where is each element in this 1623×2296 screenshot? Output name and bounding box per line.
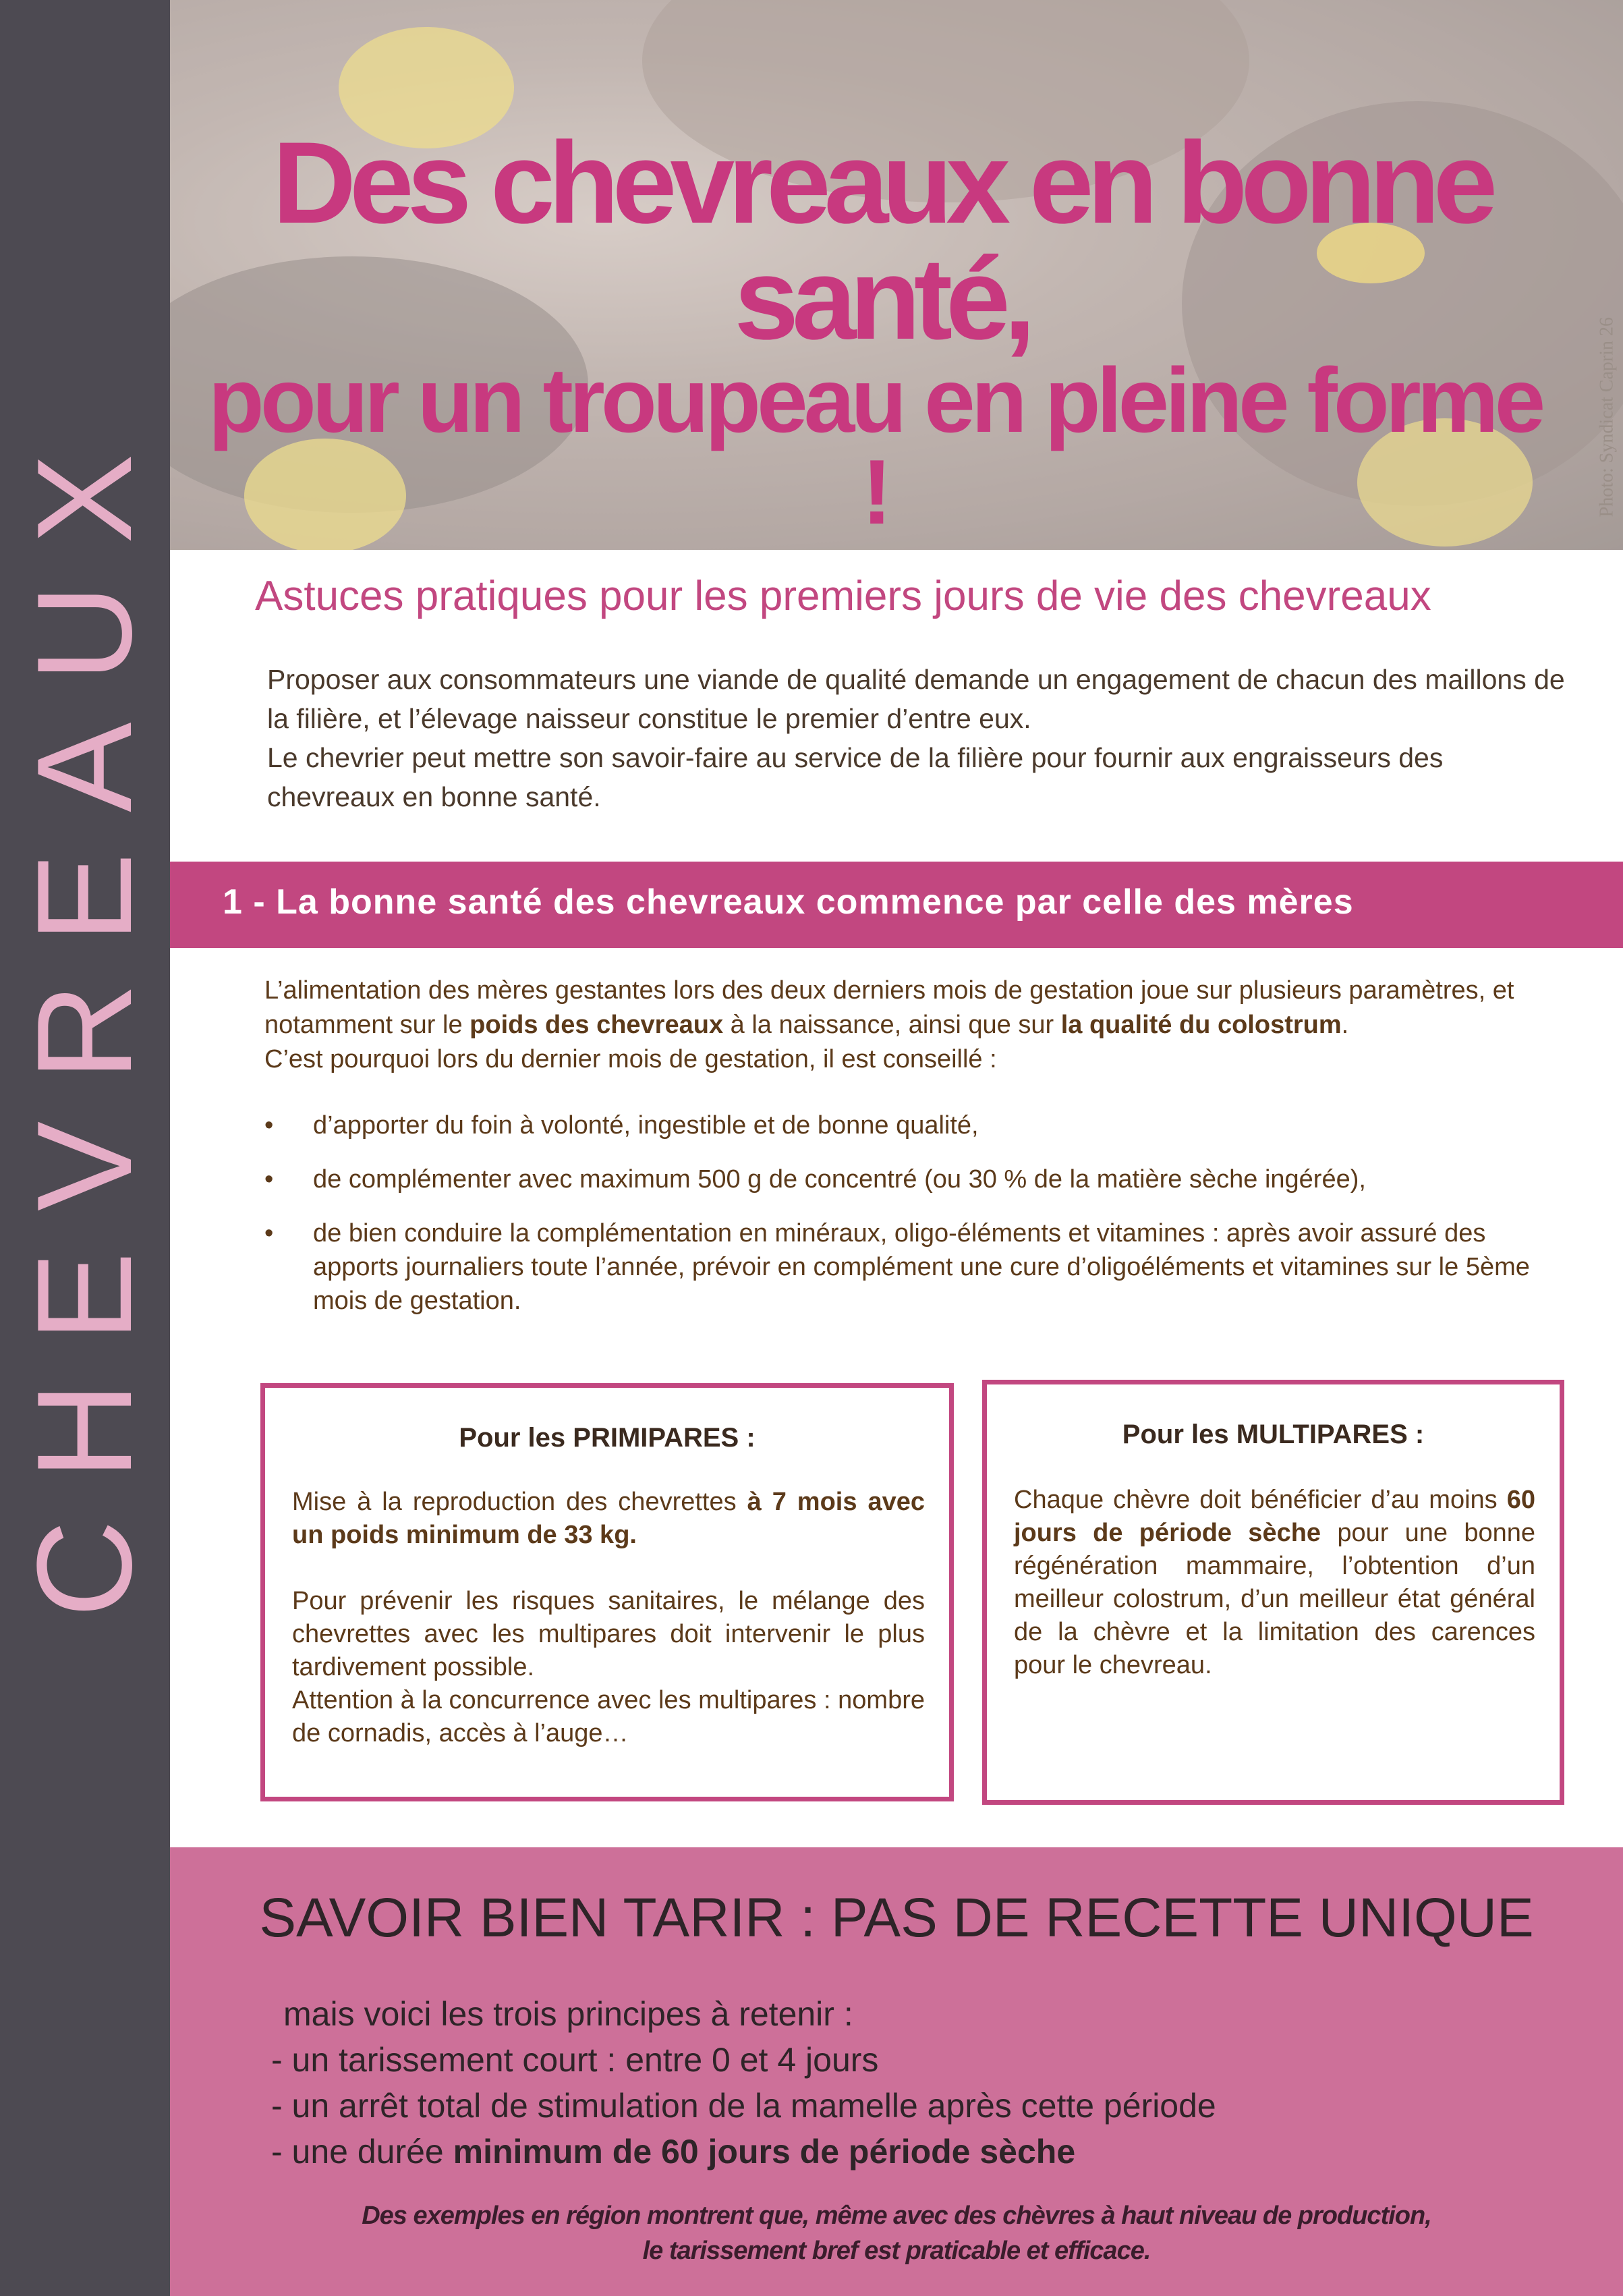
list-item-text: de complémenter avec maximum 500 g de concentré (ou 30 % de la matière sèche ingérée),	[313, 1165, 1366, 1194]
drying-off-note	[170, 2198, 1623, 2268]
multipares-box	[982, 1380, 1564, 1805]
page-title-line2: pour un troupeau en pleine forme !	[208, 349, 1542, 543]
intro-paragraph-1: Proposer aux consommateurs une viande de qualité demande un engagement de chacun des maillons de la filière, et l’élevage naisseur constitue le premier d’entre eux.	[267, 664, 1565, 734]
note-line: le tarissement bref est praticable et efficace.	[642, 2237, 1151, 2265]
primipares-paragraph-1	[292, 1486, 925, 1552]
bold-text: à 7 mois avec un poids minimum de 33 kg.	[292, 1488, 926, 1549]
multipares-body	[1014, 1484, 1535, 1682]
list-item	[264, 1109, 1573, 1142]
primipares-paragraph-2: Pour prévenir les risques sanitaires, le mélange des chevrettes avec les multipares doit intervenir le plus tardivement possible.	[292, 1587, 925, 1681]
bold-text: la qualité du colostrum	[1060, 1011, 1342, 1039]
bullet-icon: •	[264, 1219, 274, 1248]
section-title: 1 - La bonne santé des chevreaux commence par celle des mères	[223, 883, 1354, 922]
principle-item: - un arrêt total de stimulation de la mamelle après cette période	[271, 2087, 1216, 2125]
photo-credit: Photo: Syndicat Caprin 26	[1596, 317, 1617, 517]
list-item-text: de bien conduire la complémentation en minéraux, oligo-éléments et vitamines : après avoir assuré des apports journaliers toute l’année, prévoir en complément une cure d’oligoéléments et vitamines sur le 5ème mois de gestation.	[313, 1219, 1530, 1315]
text-run: à la naissance, ainsi que sur	[723, 1011, 1061, 1039]
principle-item: - un tarissement court : entre 0 et 4 jours	[271, 2041, 879, 2079]
bold-text: 60 jours de période sèche	[1014, 1486, 1535, 1547]
bold-text: poids des chevreaux	[469, 1011, 724, 1039]
section-heading-band	[170, 862, 1623, 948]
note-line: Des exemples en région montrent que, même avec des chèvres à haut niveau de production,	[362, 2202, 1431, 2230]
bullet-icon: •	[264, 1165, 274, 1194]
intro-text	[267, 660, 1569, 816]
hero-photo	[170, 0, 1623, 550]
text-run: - une durée	[271, 2133, 453, 2171]
section-paragraph-1	[264, 974, 1573, 1042]
primipares-title: Pour les PRIMIPARES :	[459, 1423, 756, 1453]
bullet-icon: •	[264, 1111, 274, 1140]
bold-text: minimum de 60 jours de période sèche	[453, 2133, 1076, 2171]
sidebar	[0, 0, 170, 2296]
principles-intro: mais voici les trois principes à retenir :	[283, 1995, 853, 2033]
text-run: L’alimentation des mères gestantes lors des deux derniers mois de gestation joue sur plusieurs paramètres, et notamment sur le	[264, 976, 1514, 1039]
primipares-paragraph-3: Attention à la concurrence avec les multipares : nombre de cornadis, accès à l’auge…	[292, 1686, 925, 1747]
drying-off-principles	[271, 1991, 1216, 2175]
list-item	[264, 1216, 1573, 1318]
drying-off-panel	[170, 1847, 1623, 2296]
advice-list	[264, 1109, 1573, 1338]
intro-paragraph-2: Le chevrier peut mettre son savoir-faire au service de la filière pour fournir aux engraisseurs des chevreaux en bonne santé.	[267, 742, 1444, 812]
primipares-box	[260, 1383, 954, 1801]
drying-off-title: SAVOIR BIEN TARIR : PAS DE RECETTE UNIQUE	[259, 1887, 1534, 1949]
list-item	[264, 1163, 1573, 1196]
multipares-title: Pour les MULTIPARES :	[1122, 1420, 1425, 1449]
text-run: .	[1341, 1011, 1349, 1039]
text-run: Chaque chèvre doit bénéficier d’au moins	[1014, 1486, 1507, 1514]
subtitle: Astuces pratiques pour les premiers jours de vie des chevreaux	[255, 573, 1431, 619]
section-body	[264, 974, 1573, 1077]
primipares-body	[292, 1486, 925, 1750]
list-item-text: d’apporter du foin à volonté, ingestible et de bonne qualité,	[313, 1111, 979, 1140]
principle-item	[271, 2129, 1216, 2175]
page-title: Des chevreaux en bonne santé,	[272, 118, 1491, 364]
text-run: pour une bonne régénération mammaire, l’obtention d’un meilleur colostrum, d’un meilleur état général de la chèvre et la limitation des carences pour le chevreau.	[1014, 1519, 1535, 1679]
sidebar-title: CHEVREAUX	[9, 413, 160, 1618]
text-run: Mise à la reproduction des chevrettes	[292, 1488, 747, 1516]
multipares-paragraph	[1014, 1484, 1535, 1682]
section-paragraph-2: C’est pourquoi lors du dernier mois de gestation, il est conseillé :	[264, 1045, 997, 1073]
